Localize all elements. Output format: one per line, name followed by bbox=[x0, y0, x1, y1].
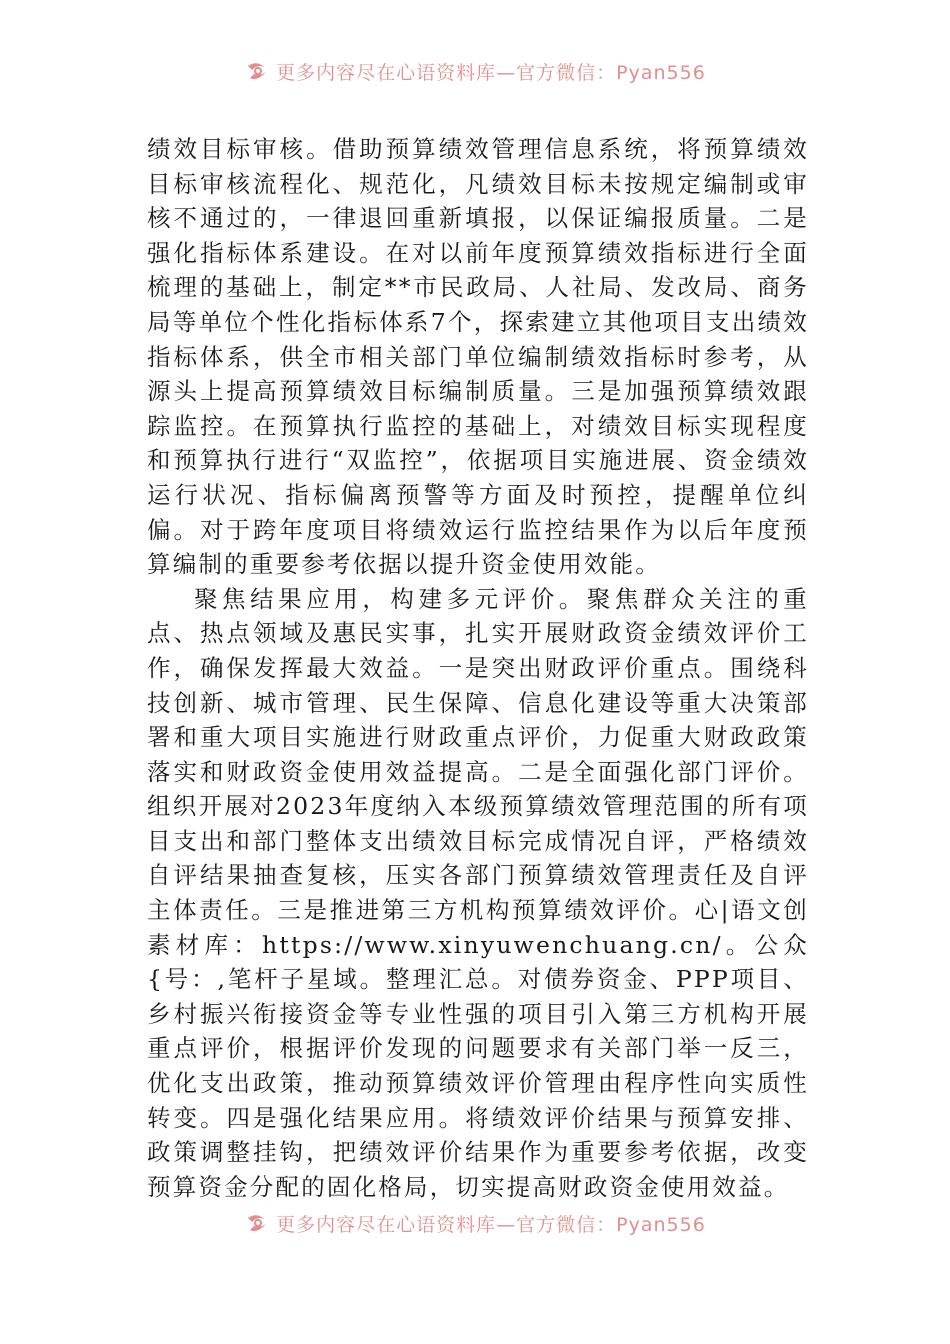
paragraph-2: 聚焦结果应用，构建多元评价。聚焦群众关注的重点、热点领域及惠民实事，扎实开展财政资金绩效评价工作，确保发挥最大效益。一是突出财政评价重点。围绕科技创新、城市管理、民生保障、信息化建设等重大决策部署和重大项目实施进行财政重点评价，力促重大财政政策落实和财政资金使用效益提高。二是全面强化部门评价。组织开展对2023年度纳入本级预算绩效管理范围的所有项目支出和部门整体支出绩效目标完成情况自评，严格绩效自评结果抽查复核，压实各部门预算绩效管理责任及自评主体责任。三是推进第三方机构预算绩效评价。心|语文创素材库：https://www.xinyuwenchuang.cn/。公众{号：,笔杆子星域。整理汇总。对债券资金、PPP项目、乡村振兴衔接资金等专业性强的项目引入第三方机构开展重点评价，根据评价发现的问题要求有关部门举一反三，优化支出政策，推动预算绩效评价管理由程序性向实质性转变。四是强化结果应用。将绩效评价结果与预算安排、政策调整挂钩，把绩效评价结果作为重要参考依据，改变预算资金分配的固化格局，切实提高财政资金使用效益。 bbox=[147, 584, 809, 1201]
document-body bbox=[147, 132, 809, 1204]
watermark-footer bbox=[0, 1206, 950, 1240]
paragraph-1: 绩效目标审核。借助预算绩效管理信息系统，将预算绩效目标审核流程化、规范化，凡绩效目标未按规定编制或审核不通过的，一律退回重新填报，以保证编报质量。二是强化指标体系建设。在对以前年度预算绩效指标进行全面梳理的基础上，制定**市民政局、人社局、发改局、商务局等单位个性化指标体系7个，探索建立其他项目支出绩效指标体系，供全市相关部门单位编制绩效指标时参考，从源头上提高预算绩效目标编制质量。三是加强预算绩效跟踪监控。在预算执行监控的基础上，对绩效目标实现程度和预算执行进行“双监控”，依据项目实施进展、资金绩效运行状况、指标偏离预警等方面及时预控，提醒单位纠偏。对于跨年度项目将绩效运行监控结果作为以后年度预算编制的重要参考依据以提升资金使用效能。 bbox=[147, 135, 809, 579]
watermark-logo-icon bbox=[244, 58, 270, 84]
watermark-header bbox=[0, 54, 950, 88]
watermark-text: 更多内容尽在心语资料库—官方微信：Pyan556 bbox=[276, 1213, 706, 1236]
watermark-logo-icon bbox=[244, 1210, 270, 1236]
watermark-text: 更多内容尽在心语资料库—官方微信：Pyan556 bbox=[276, 61, 706, 84]
